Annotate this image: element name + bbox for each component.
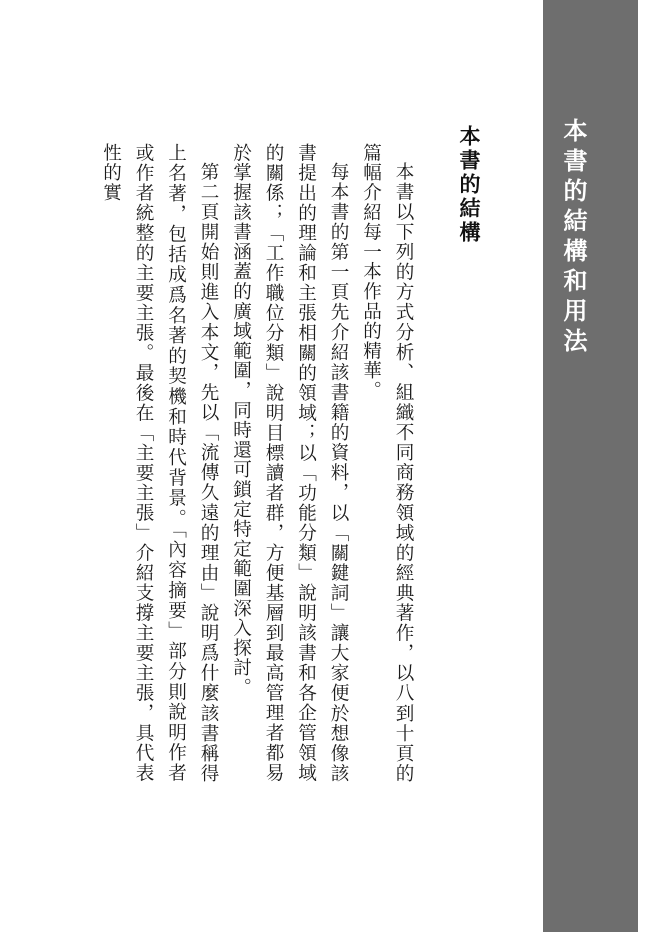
paragraph: 本書以下列的方式分析、組織不同商務領域的經典著作，以八到十頁的篇幅介紹每一本作品的精華。	[360, 143, 414, 783]
page-edge	[638, 0, 663, 932]
chapter-title: 本書的結構和用法	[559, 118, 587, 358]
section-heading: 本書的結構	[457, 125, 481, 245]
paragraph: 每本書的第一頁先介紹該書籍的資料，以「關鍵詞」讓大家便於想像該書提出的理論和主張相關的領域；以「功能分類」說明該書和各企管領域的關係；「工作職位分類」說明目標讀者群，方便基層到最高管理者都易於掌握該書涵蓋的廣域範圍，同時還可鎖定特定範圍深入探討。	[230, 143, 349, 783]
body-text	[94, 143, 419, 783]
paragraph: 第二頁開始則進入本文，先以「流傳久遠的理由」說明爲什麼該書稱得上名著，包括成爲名著的契機和時代背景。「內容摘要」部分則說明作者或作者統整的主要主張。最後在「主要主張」介紹支撐主要主張，具代表性的實	[100, 143, 219, 783]
